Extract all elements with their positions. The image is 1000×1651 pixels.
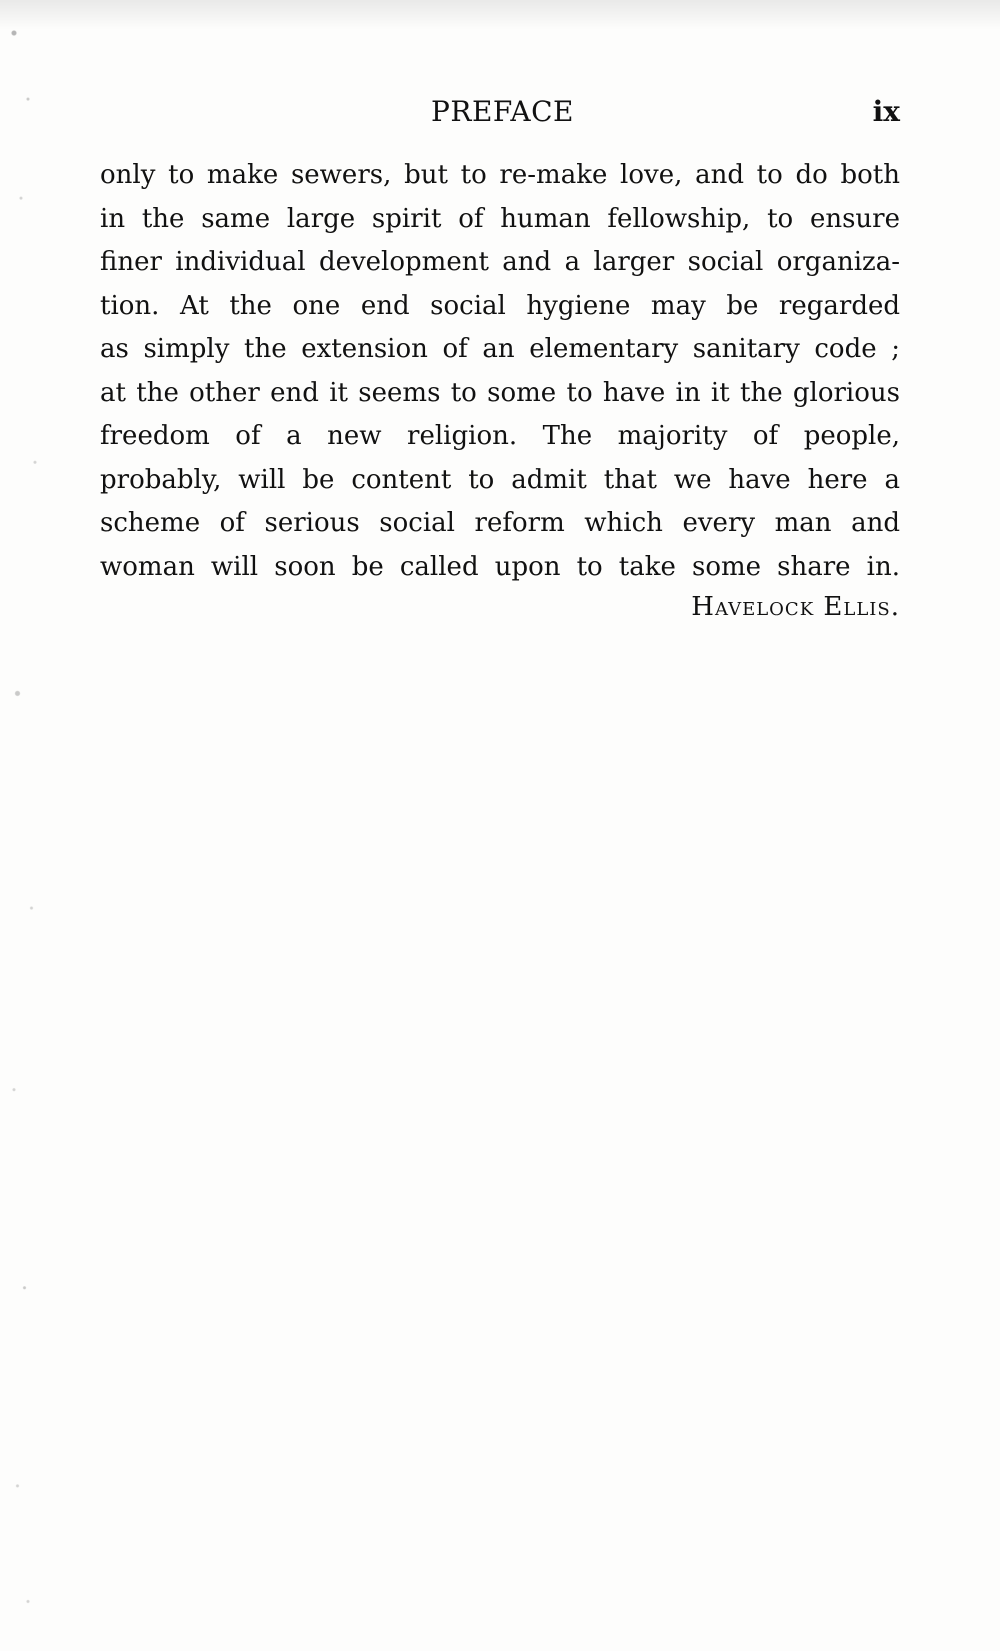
text-line: probably, will be content to admit that we have here a: [100, 464, 900, 495]
text-line: tion. At the one end social hygiene may be regarded: [100, 290, 900, 321]
text-line: only to make sewers, but to re-make love, and to do both: [100, 160, 900, 190]
running-title: PREFACE: [431, 95, 574, 128]
text-line: finer individual development and a larger social organiza-: [100, 247, 900, 277]
text-line: woman will soon be called upon to take some share in.: [100, 551, 900, 582]
scan-top-shadow: [0, 0, 1000, 30]
body-paragraph: [100, 154, 900, 589]
scan-edge-speckle: [0, 0, 70, 1651]
text-line: as simply the extension of an elementary sanitary code ;: [100, 334, 900, 364]
text-line: in the same large spirit of human fellowship, to ensure: [100, 203, 900, 234]
text-line: freedom of a new religion. The majority of people,: [100, 421, 900, 451]
text-line: scheme of serious social reform which every man and: [100, 508, 900, 538]
running-head: [95, 95, 900, 135]
text-line: at the other end it seems to some to have in it the glorious: [100, 377, 900, 408]
page-number: ix: [872, 95, 900, 128]
author-signature: Havelock Ellis.: [691, 592, 900, 622]
